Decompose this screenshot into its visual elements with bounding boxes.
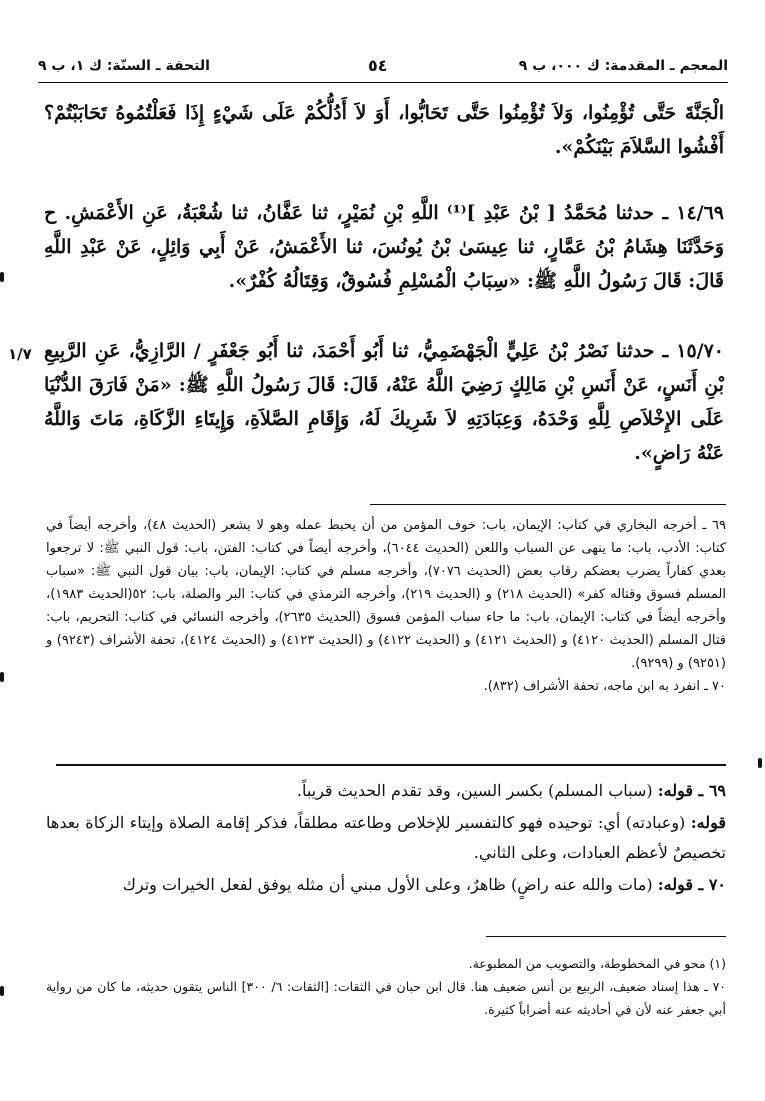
footnote-1: (١) محو في المخطوطة، والتصويب من المطبوعة. [468,956,726,971]
footnote-divider [486,936,726,937]
takhrij-70: ٧٠ ـ انفرد به ابن ماجه، تحفة الأشراف (٨٣٢). [483,679,726,694]
takhrij-69: ٦٩ ـ أخرجه البخاري في كتاب: الإيمان، باب: خوف المؤمن من أن يحبط عمله وهو لا يشعر (الحديث ٤٨)، وأخرجه أيضاً في كتاب: الأدب، باب: ما ينهى عن السباب واللعن (الحديث ٦٠٤٤)، وأخرجه أيضاً في كتاب: الفتن، باب: قول النبي ﷺ: لا ترجعوا بعدي كفاراً يضرب بعضكم رقاب بعض (الحديث ٧٠٧٦)، وأخرجه مسلم في كتاب: الإيمان، باب: بيان قول النبي ﷺ: «سباب المسلم فسوق وقتاله كفر» (الحديث ٢١٨) و (الحديث ٢١٩)، وأخرجه الترمذي في كتاب: البر والصلة، باب: ٥٢(الحديث ١٩٨٣)، وأخرجه أيضاً في كتاب: الإيمان، باب: ما جاء سباب المؤمن فسوق (الحديث ٢٦٣٥)، وأخرجه النسائي في كتاب: التحريم، باب: قتال المسلم (الحديث ٤١٢٠) و (الحديث ٤١٢١) و (الحديث ٤١٢٢) و (الحديث ٤١٢٣) و (الحديث ٤١٢٤)، تحفة الأشراف (٩٢٤٣) و (٩٢٥١) و (٩٢٩٩). [46,518,727,671]
takhrij-section [46,514,726,698]
hadith-paragraph: ١٥/٧٠ ـ حدثنا نَصْرُ بْنُ عَلِيٍّ الْجَهْضَمِيُّ، ثنا أَبُو أَحْمَدَ، ثنا أَبُو جَعْفَرٍ / الرَّازِيُّ، عَنِ الرَّبِيعِ بْنِ أَنَسٍ، عَنْ أَنَسِ بْنِ مَالِكٍ رَضِيَ اللَّهُ عَنْهُ، قَالَ: قَالَ رَسُولُ اللَّهِ ﷺ: «مَنْ فَارَقَ الدُّنْيَا عَلَى الإِخْلاَصِ لِلَّهِ وَحْدَهُ، وَعِبَادَتِهِ لاَ شَرِيكَ لَهُ، وَإِقَامِ الصَّلاَةِ، وَإِيتَاءِ الزَّكَاةِ، مَاتَ وَاللَّهُ عَنْهُ رَاضٍ». [44,340,724,464]
hadith-70 [44,334,724,470]
footnotes-section [46,952,726,1021]
commentary-section [46,776,726,902]
hadith-text-block [44,96,724,164]
commentary-text: (وعبادته) أي: توحيده فهو كالتفسير للإخلاص وطاعته مطلقاً، فذكر إقامة الصلاة وإيتاء الزكاة بعدها تخصيصٌ لأعظم العبادات، وعلى الثاني. [46,813,726,862]
commentary-label: ٦٩ ـ قوله: [657,781,726,800]
scan-edge-mark [758,758,762,768]
commentary-label: قوله: [690,813,726,832]
commentary-paragraph [46,870,726,900]
footnote-70: ٧٠ ـ هذا إسناد ضعيف، الربيع بن أنس ضعيف هنا. قال ابن حبان في الثقات: [الثقات: ٦/ ٣٠٠] الناس يتقون حديثه، ما كان من رواية أبي جعفر عنه لأن في أحاديثه عنه أضراباً كثيرة. [46,979,727,1017]
header-left-reference: التحفة ـ السنّة: ك ١، ب ٩ [38,58,210,74]
hadith-69 [44,196,724,298]
manuscript-folio-marker: ١/٧ [8,345,32,363]
scan-edge-mark [0,272,4,282]
commentary-paragraph [46,776,726,806]
sharh-divider [56,764,726,766]
scan-edge-mark [0,672,4,682]
commentary-paragraph [46,808,726,868]
hadith-paragraph: ١٤/٦٩ ـ حدثنا مُحَمَّدُ [ بْنُ عَبْدِ ]⁽¹⁾ اللَّهِ بْنِ نُمَيْرٍ، ثنا عَفَّانُ، ثنا شُعْبَةُ، عَنِ الأَعْمَشِ. ح وَحَدَّثَنَا هِشَامُ بْنُ عَمَّارٍ، ثنا عِيسَىٰ بْنُ يُونُسَ، ثنا الأَعْمَشُ، عَنْ أَبِي وَائِلٍ، عَنْ عَبْدِ اللَّهِ قَالَ: قَالَ رَسُولُ اللَّهِ ﷺ: «سِبَابُ الْمُسْلِمِ فُسُوقٌ، وَقِتَالُهُ كُفْرٌ». [44,202,724,292]
running-header [38,56,728,83]
scan-edge-mark [0,986,4,996]
commentary-text: (مات والله عنه راضٍ) ظاهرٌ، وعلى الأول مبني أن مثله يوفق لفعل الخيرات وترك [122,875,658,894]
header-right-reference: المعجم ـ المقدمة: ك ٠٠٠، ب ٩ [518,58,728,74]
hadith-continuation: الْجَنَّةَ حَتَّى تُؤْمِنُوا، وَلاَ تُؤْمِنُوا حَتَّى تَحَابُّوا، أَوَ لاَ أَدُلُّكُمْ عَلَى شَيْءٍ إِذَا فَعَلْتُمُوهُ تَحَابَبْتُمْ؟ أَفْشُوا السَّلاَمَ بَيْنَكُمْ». [44,102,724,158]
takhrij-divider [370,504,726,505]
page-number: ٥٤ [368,56,388,75]
commentary-label: ٧٠ ـ قوله: [657,875,726,894]
commentary-text: (سباب المسلم) بكسر السين، وقد تقدم الحديث قريباً. [296,781,658,800]
